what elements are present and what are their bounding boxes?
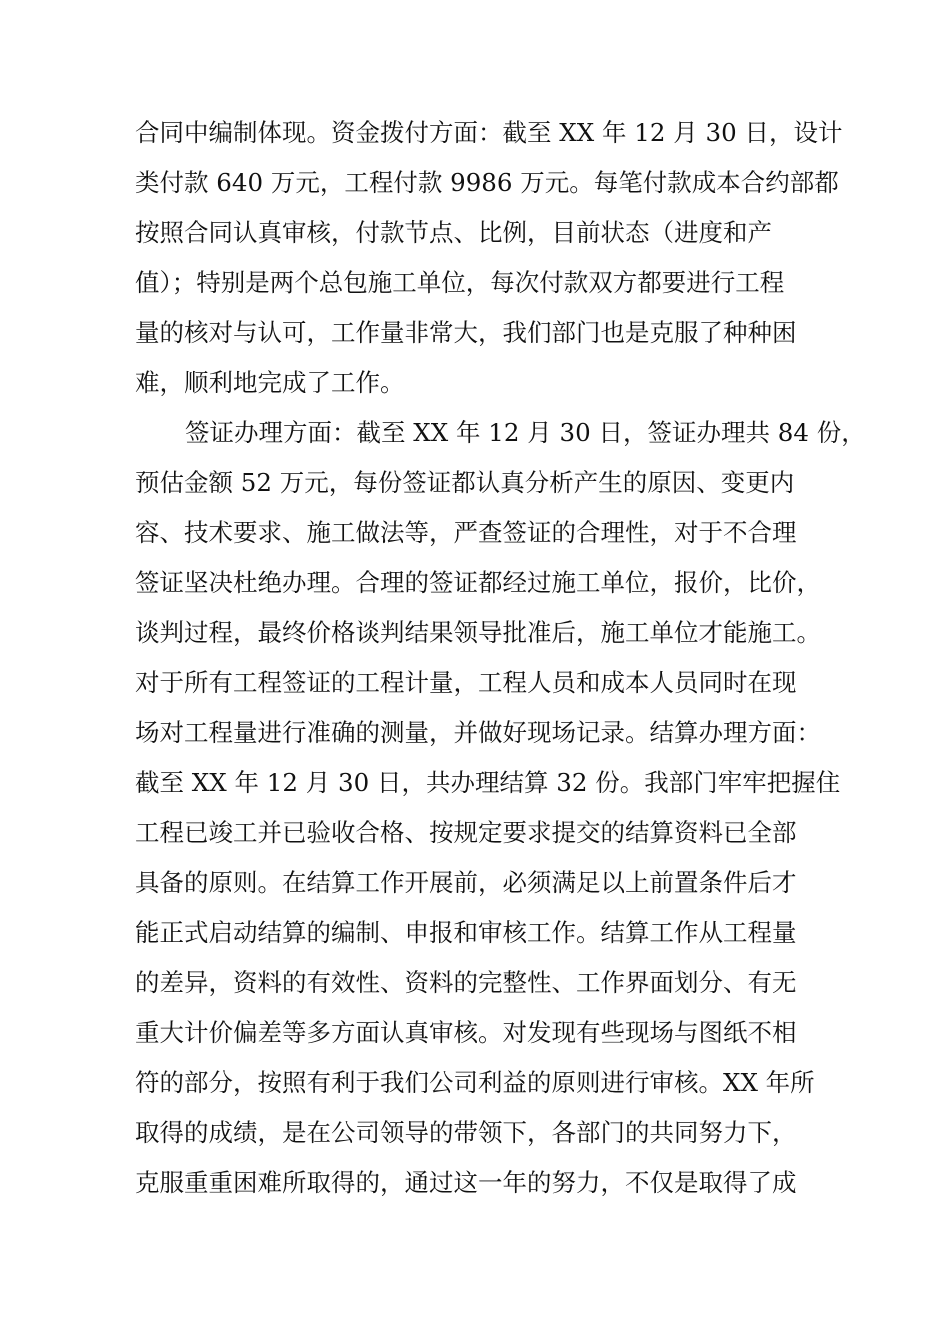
text-line: 类付款 640 万元，工程付款 9986 万元。每笔付款成本合约部都 (135, 168, 839, 197)
text-line: 的差异，资料的有效性、资料的完整性、工作界面划分、有无 (135, 968, 797, 997)
text-line: 难，顺利地完成了工作。 (135, 368, 405, 397)
text-line: 具备的原则。在结算工作开展前，必须满足以上前置条件后才 (135, 868, 797, 897)
text-line: 值）；特别是两个总包施工单位，每次付款双方都要进行工程 (135, 268, 785, 297)
text-line: 谈判过程，最终价格谈判结果领导批准后，施工单位才能施工。 (135, 618, 821, 647)
text-line: 截至 XX 年 12 月 30 日，共办理结算 32 份。我部门牢牢把握住 (135, 768, 841, 797)
text-line: 取得的成绩，是在公司领导的带领下，各部门的共同努力下， (135, 1118, 797, 1147)
text-line: 对于所有工程签证的工程计量，工程人员和成本人员同时在现 (135, 668, 797, 697)
text-line: 按照合同认真审核，付款节点、比例，目前状态（进度和产 (135, 218, 772, 247)
text-line: 场对工程量进行准确的测量，并做好现场记录。结算办理方面： (135, 718, 821, 747)
text-line: 合同中编制体现。资金拨付方面：截至 XX 年 12 月 30 日，设计 (135, 118, 843, 147)
text-line: 重大计价偏差等多方面认真审核。对发现有些现场与图纸不相 (135, 1018, 797, 1047)
text-line: 容、技术要求、施工做法等，严查签证的合理性，对于不合理 (135, 518, 797, 547)
text-line: 能正式启动结算的编制、申报和审核工作。结算工作从工程量 (135, 918, 797, 947)
text-line: 工程已竣工并已验收合格、按规定要求提交的结算资料已全部 (135, 818, 797, 847)
text-line: 符的部分，按照有利于我们公司利益的原则进行审核。XX 年所 (135, 1068, 815, 1097)
text-line: 预估金额 52 万元，每份签证都认真分析产生的原因、变更内 (135, 468, 795, 497)
paragraph-visa-settlement (135, 408, 866, 1208)
text-line: 量的核对与认可，工作量非常大，我们部门也是克服了种种困 (135, 318, 797, 347)
text-line: 签证办理方面：截至 XX 年 12 月 30 日，签证办理共 84 份， (185, 418, 866, 447)
paragraph-payment (135, 108, 843, 408)
text-line: 签证坚决杜绝办理。合理的签证都经过施工单位，报价，比价， (135, 568, 821, 597)
text-line: 克服重重困难所取得的，通过这一年的努力，不仅是取得了成 (135, 1168, 797, 1197)
